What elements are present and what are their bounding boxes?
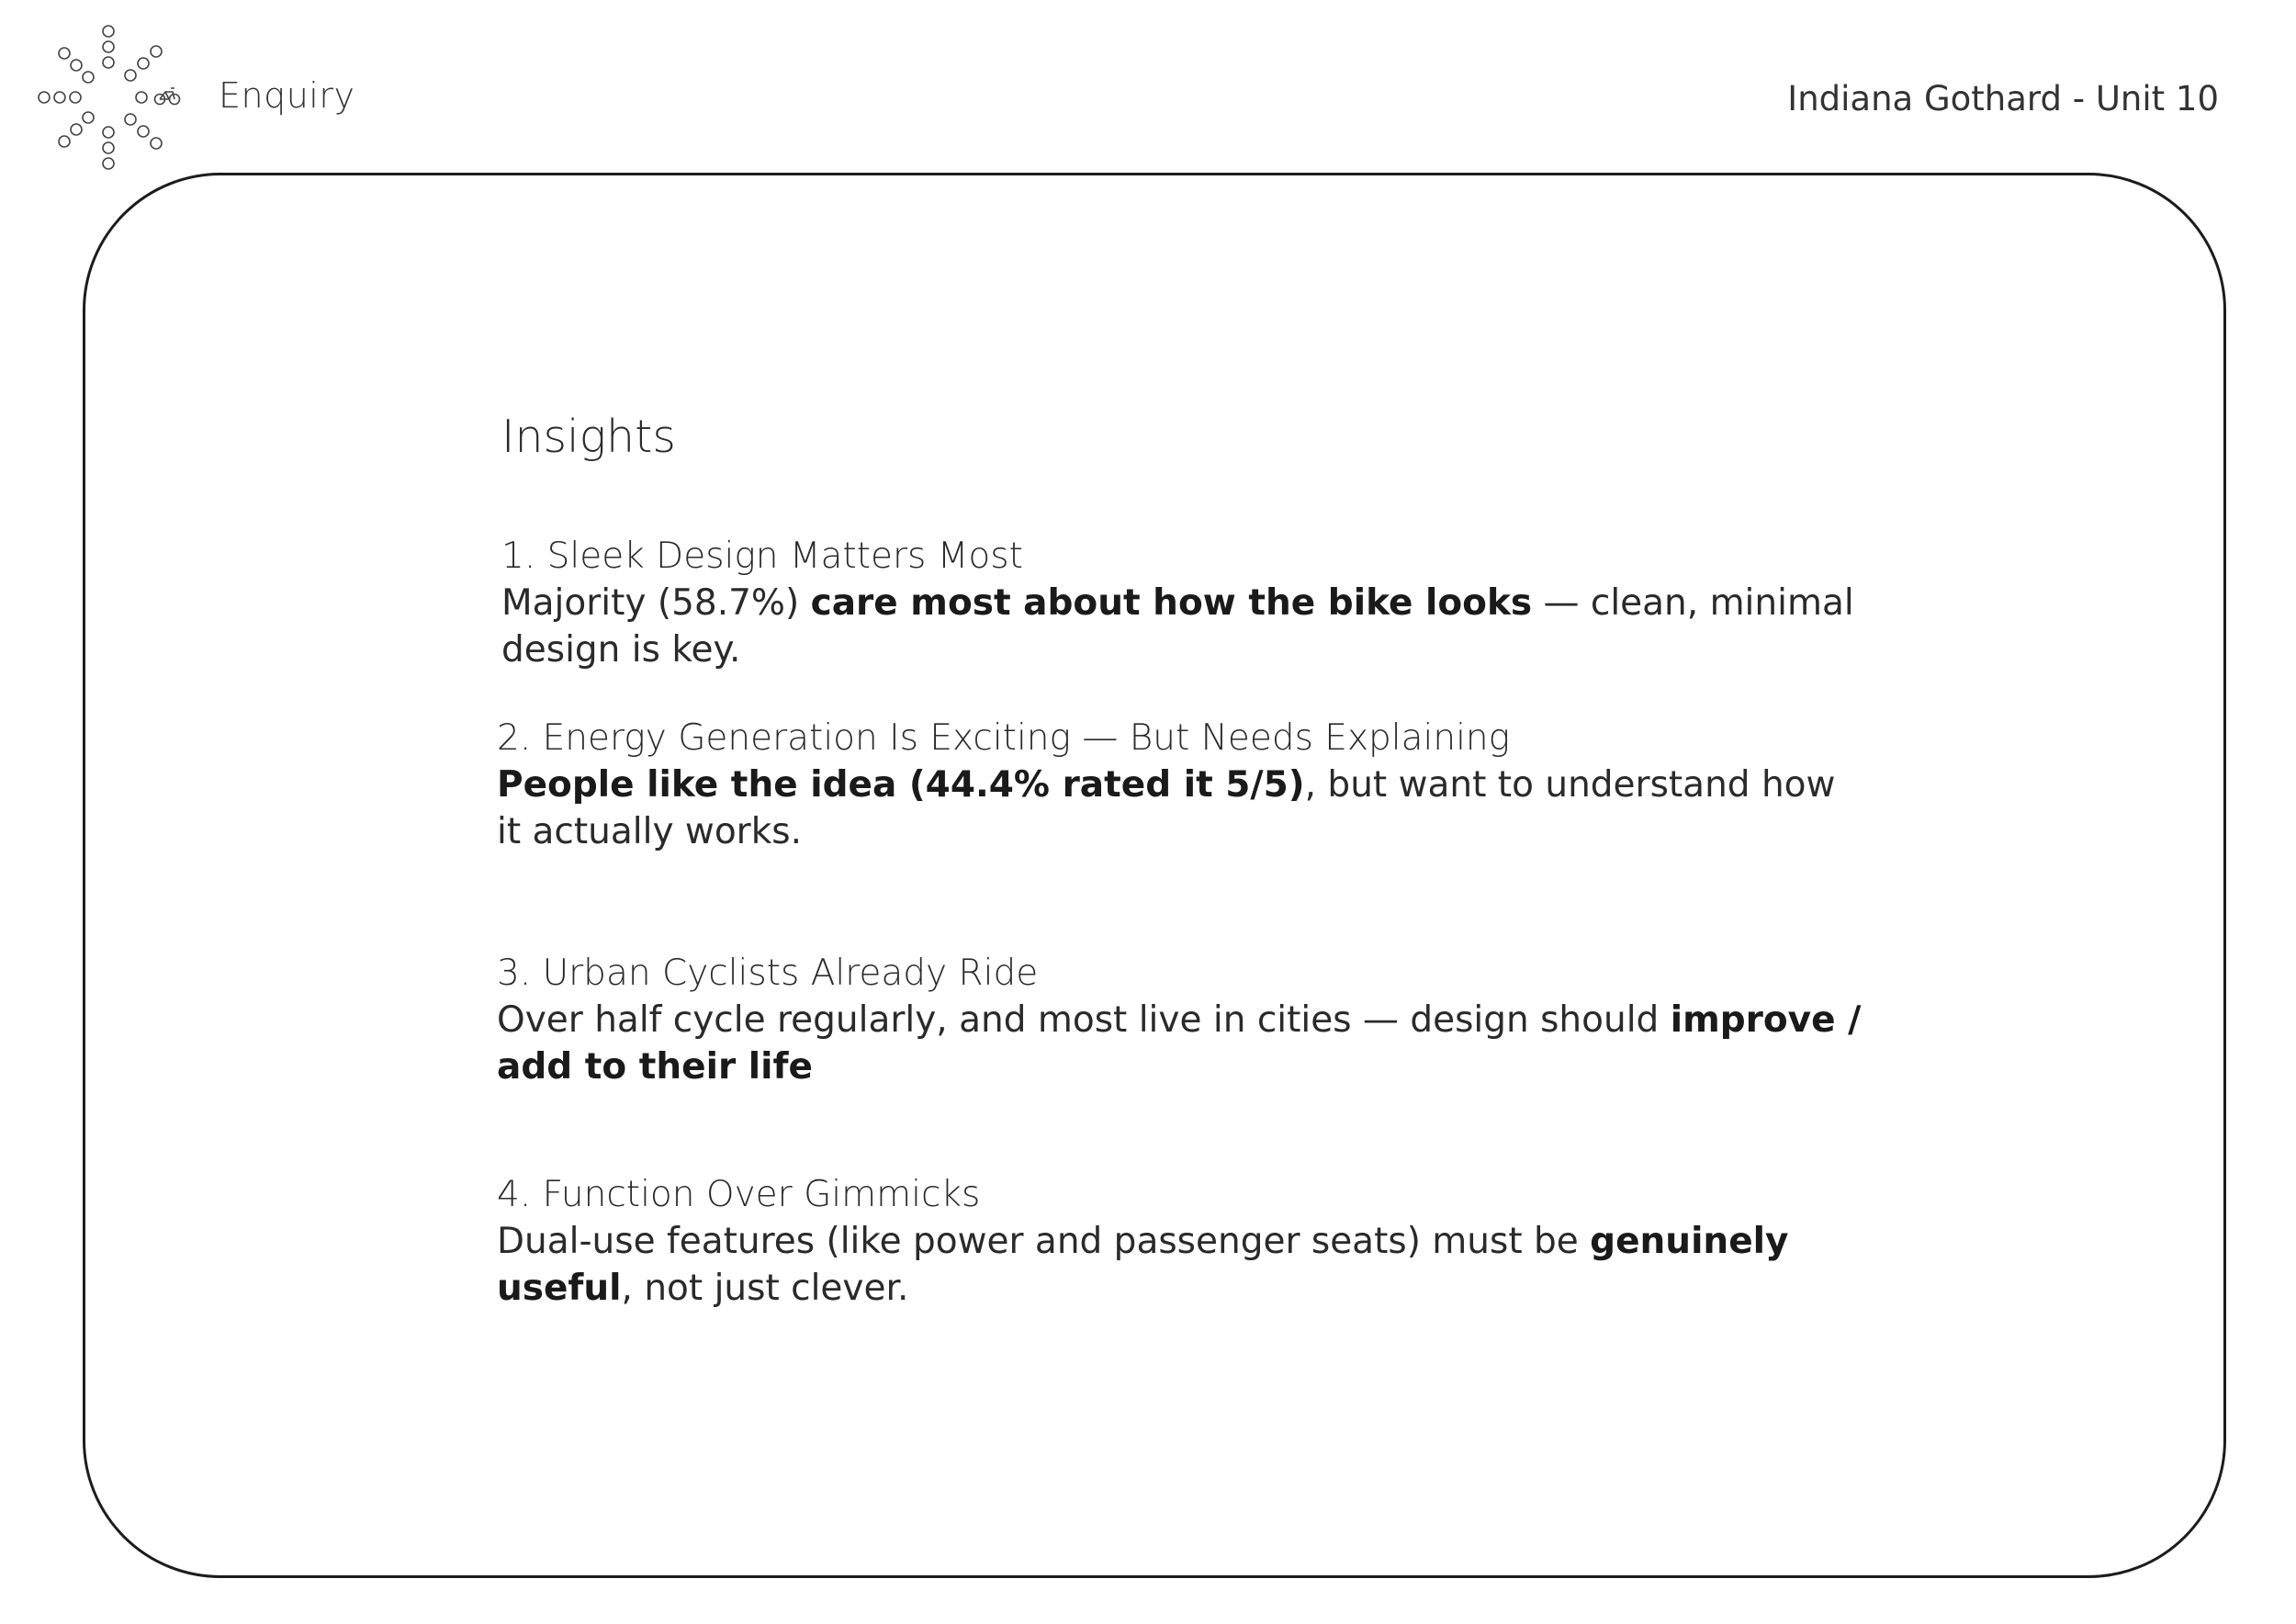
insight-body-text: , not just clever.: [621, 1268, 909, 1309]
bicycle-dots-logo-icon: [35, 22, 191, 178]
insight-item: [497, 1171, 1847, 1312]
page-title: Insights: [501, 411, 676, 463]
insight-title: 2. Energy Generation Is Exciting — But Needs Explaining: [497, 717, 1511, 759]
insight-body-text: Dual-use features (like power and passenger seats) must be: [497, 1221, 1591, 1262]
insight-body-text: , but want to understand how it actually works.: [497, 764, 1836, 852]
insight-title: 4. Function Over Gimmicks: [497, 1174, 981, 1215]
insight-body-emphasis: improve / add to their life: [497, 999, 1862, 1088]
insight-title: 3. Urban Cyclists Already Ride: [497, 953, 1039, 994]
insight-body-emphasis: People like the idea (44.4% rated it 5/5): [497, 764, 1305, 806]
insight-body-text: — clean, minimal design is key.: [501, 582, 1854, 671]
insight-item: [497, 950, 1893, 1090]
insight-body-text: Over half cycle regularly, and most live in cities — design should: [497, 999, 1671, 1041]
content-panel: [83, 173, 2226, 1578]
insight-body-emphasis: genuinely useful: [497, 1221, 1789, 1309]
insight-item: [497, 715, 1838, 855]
insight-body: [501, 580, 1879, 673]
section-label: Enquiry: [219, 75, 355, 116]
insight-body: [497, 761, 1838, 855]
insight-body-text: Majority (58.7%): [501, 582, 811, 624]
insight-body: [497, 997, 1893, 1090]
insight-body: [497, 1218, 1847, 1312]
author-unit-label: Indiana Gothard - Unit 10: [1787, 79, 2219, 118]
insight-body-emphasis: care most about how the bike looks: [810, 582, 1533, 624]
insight-title: 1. Sleek Design Matters Most: [501, 536, 1023, 577]
insight-item: [501, 533, 1879, 673]
